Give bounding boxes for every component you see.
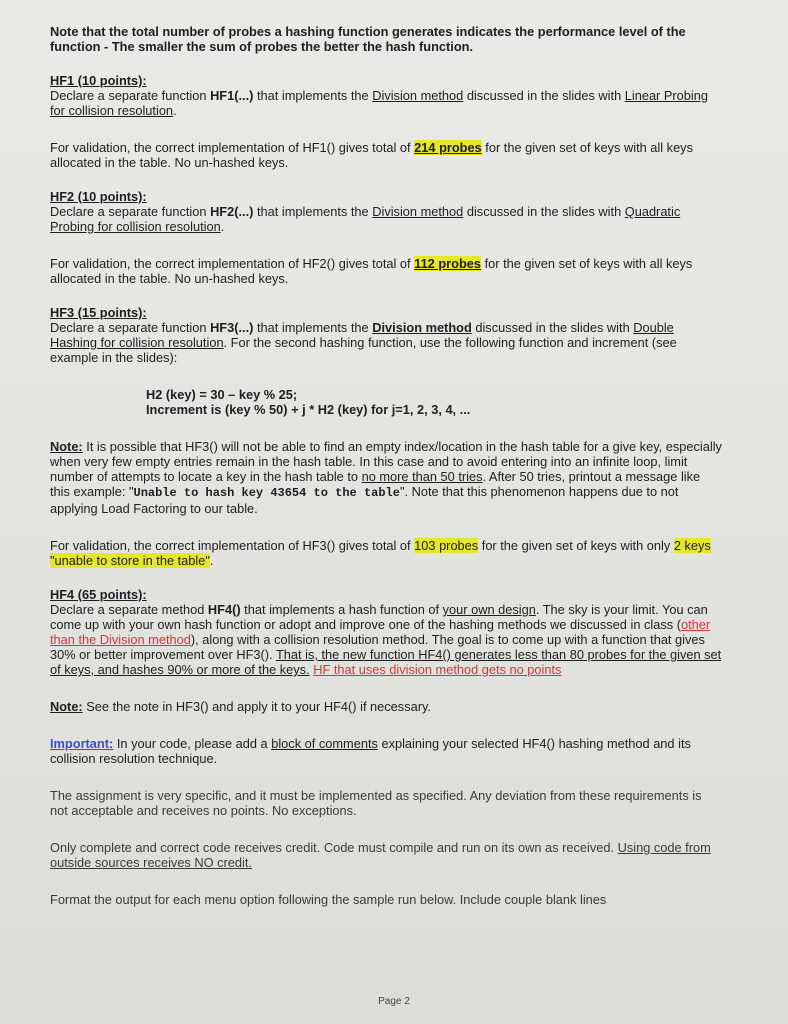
hf4-own-design: your own design	[442, 602, 536, 617]
hf3-heading: HF3 (15 points):	[50, 305, 147, 320]
hf4-important	[50, 736, 722, 766]
hf4-d4: ), along with a collision resolution method. The goal is to come up with a function that gives 30% or better improvement over HF3().	[50, 632, 705, 662]
hf1-method: Division method	[372, 88, 464, 103]
hf2-d4: .	[220, 219, 225, 234]
hf1-validation	[50, 140, 722, 170]
hf4-description	[50, 602, 722, 677]
hf3-v2: for the given set of keys with only	[478, 538, 674, 553]
hf3-d1: Declare a separate function	[50, 320, 211, 335]
hf2-heading: HF2 (10 points):	[50, 189, 147, 204]
hf1-d4: .	[173, 103, 177, 118]
hf3-note-code: Unable to hash key 43654 to the table	[133, 486, 400, 500]
hf1-fn: HF1(...)	[210, 88, 254, 103]
hf3-method: Division method	[372, 320, 472, 335]
hf2-validation	[50, 256, 722, 286]
intro-text: Note that the total number of probes a hashing function generates indicates the performance level of the function - The smaller the sum of probes the better the hash function.	[50, 24, 686, 54]
hf3-fn: HF3(...)	[210, 320, 254, 335]
hf2-v1: For validation, the correct implementation of HF2() gives total of	[50, 256, 415, 271]
hf1-d3: discussed in the slides with	[463, 88, 625, 103]
hf1-d2: that implements the	[253, 88, 373, 103]
hf4-note	[50, 699, 722, 714]
document-body	[50, 24, 722, 907]
hf4-imp-block: block of comments	[271, 736, 378, 751]
hf3-note2: . After 50 tries, printout a message like this example: "	[50, 469, 701, 499]
hf2-fn: HF2(...)	[210, 204, 254, 219]
hf3-probing: Double Hashing for collision resolution	[50, 320, 674, 350]
hf3-note1: It is possible that HF3() will not be able to find an empty index/location in the hash table for a give key, especially when very few empty entries remain in the hash table. In this case and to avoid entering into an infinite loop, limit number of attempts to locate a key in the hash table to	[50, 439, 722, 484]
hf3-validation	[50, 538, 722, 568]
closing-credit-b: Using code from outside sources receives NO credit.	[50, 840, 711, 870]
hf4-imp1: In your code, please add a	[113, 736, 272, 751]
hf4-other-than: other than the Division method	[50, 617, 711, 647]
page-number: Page 2	[378, 996, 410, 1007]
hf3-v1: For validation, the correct implementation of HF3() gives total of	[50, 538, 415, 553]
closing-credit-a: Only complete and correct code receives credit. Code must compile and run on its own as received.	[50, 840, 618, 855]
hf3-probes: 103 probes	[414, 538, 479, 553]
hf4-note-text: See the note in HF3() and apply it to your HF4() if necessary.	[82, 699, 431, 714]
hf3-d4: . For the second hashing function, use the following function and increment (see example in the slides):	[50, 335, 677, 365]
hf2-probing: Quadratic Probing for collision resolution	[50, 204, 681, 234]
hf4-d1: Declare a separate method	[50, 602, 208, 617]
hf4-note-label: Note:	[50, 699, 83, 714]
hf1-heading: HF1 (10 points):	[50, 73, 147, 88]
hf3-d3: discussed in the slides with	[471, 320, 634, 335]
intro-paragraph	[50, 24, 722, 54]
hf4-fn: HF4()	[207, 602, 241, 617]
hf4-imp2: explaining your selected HF4() hashing method and its collision resolution technique.	[50, 736, 691, 766]
closing-format: Format the output for each menu option following the sample run below. Include couple blank lines	[50, 892, 607, 907]
hf4-d3: . The sky is your limit. You can come up with your own hash function or adopt and improve one of the hashing methods we discussed in class (	[50, 602, 708, 632]
hf2-d2: that implements the	[253, 204, 373, 219]
hf3-note-label: Note:	[50, 439, 83, 454]
hf4-heading: HF4 (65 points):	[50, 587, 147, 602]
hf4-no-points: HF that uses division method gets no points	[313, 662, 562, 677]
hf1-description	[50, 88, 722, 118]
hf3-d2: that implements the	[253, 320, 373, 335]
hf4-goal: That is, the new function HF4() generates less than 80 probes for the given set of keys, and hashes 90% or more of the keys.	[50, 647, 722, 677]
hf3-note	[50, 439, 722, 516]
hf3-formula-h2: H2 (key) = 30 – key % 25;	[146, 387, 298, 402]
hf2-description	[50, 204, 722, 234]
hf1-d1: Declare a separate function	[50, 88, 211, 103]
hf4-d2: that implements a hash function of	[240, 602, 443, 617]
hf3-formula-increment: Increment is (key % 50) + j * H2 (key) for j=1, 2, 3, 4, ...	[146, 402, 471, 417]
hf3-description	[50, 320, 722, 365]
hf1-v2: for the given set of keys with all keys allocated in the table. No un-hashed keys.	[50, 140, 693, 170]
closing-credit	[50, 840, 722, 870]
hf3-note-limit: no more than 50 tries	[361, 469, 483, 484]
hf2-d1: Declare a separate function	[50, 204, 211, 219]
hf2-d3: discussed in the slides with	[463, 204, 625, 219]
hf2-probes: 112 probes	[414, 256, 482, 271]
hf1-probes: 214 probes	[414, 140, 482, 155]
hf3-unable: 2 keys "unable to store in the table"	[50, 538, 711, 568]
hf1-v1: For validation, the correct implementation of HF1() gives total of	[50, 140, 415, 155]
hf3-v3: .	[209, 553, 214, 568]
hf2-method: Division method	[372, 204, 464, 219]
closing-specific: The assignment is very specific, and it must be implemented as specified. Any deviation from these requirements is not acceptable and receives no points. No exceptions.	[50, 788, 702, 818]
hf3-note3: ". Note that this phenomenon happens due to not applying Load Factoring to our table.	[50, 484, 679, 516]
hf2-v2: for the given set of keys with all keys allocated in the table. No un-hashed keys.	[50, 256, 693, 286]
hf1-probing: Linear Probing for collision resolution	[50, 88, 708, 118]
hf4-important-label: Important:	[50, 736, 114, 751]
